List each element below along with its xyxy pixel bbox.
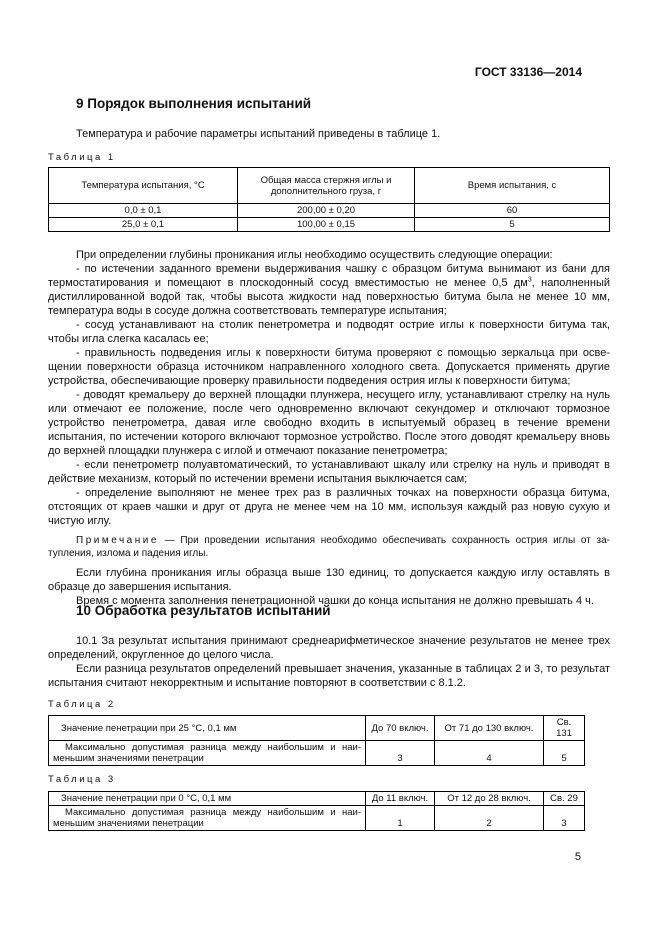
table-cell: 4 [435, 741, 544, 766]
table-cell: Максимально допустимая разница между наибольшим и наименьшим значениями пенетрации [49, 806, 366, 831]
procedure-text [48, 248, 610, 608]
table-cell: Св. 131 [544, 716, 585, 741]
table-cell: 2 [435, 806, 544, 831]
paragraph [48, 262, 610, 318]
table-row [49, 218, 610, 232]
paragraph-text: - по истечении заданного времени выдерживания чашку с образцом битума вынимают из бани для термостатирования и помещают в плоскодонный сосуд вместимостью не менее 0,5 дм [48, 263, 610, 289]
table-cell: 3 [544, 806, 585, 831]
table-cell: 5 [544, 741, 585, 766]
paragraph: Если глубина проникания иглы образца выше 130 единиц, то допускается каждую иглу оставлять в образце до завершения испытания. [48, 567, 610, 593]
table-cell: 1 [366, 806, 435, 831]
section-9-heading: 9 Порядок выполнения испытаний [76, 96, 312, 111]
note [48, 534, 610, 560]
table-row [49, 741, 585, 766]
table-row [49, 204, 610, 218]
table-1-header-time: Время испытания, с [415, 168, 610, 204]
table-1 [48, 167, 610, 232]
table-cell: Значение пенетрации при 0 °С, 0,1 мм [49, 792, 366, 806]
table-cell: От 12 до 28 включ. [435, 792, 544, 806]
page-number: 5 [574, 851, 581, 863]
paragraph: - правильность подведения иглы к поверхности битума проверяют с помощью зеркальца при освещении поверхности образца источником направленного холодного света. Допускается применять другие устройства, обеспечивающие проверку правильности подведения острия иглы к поверхности битума; [48, 347, 610, 387]
paragraph: При определении глубины проникания иглы необходимо осуществить следующие операции: [76, 249, 553, 261]
table-cell: Св. 29 [544, 792, 585, 806]
table-row [49, 716, 585, 741]
table-row [49, 806, 585, 831]
table-1-header-temp: Температура испытания, °С [49, 168, 238, 204]
table-cell: 25,0 ± 0,1 [49, 218, 238, 232]
section-9-intro: Температура и рабочие параметры испытаний приведены в таблице 1. [76, 128, 441, 140]
table-cell: От 71 до 130 включ. [435, 716, 544, 741]
superscript: 3 [527, 276, 532, 284]
table-2 [48, 715, 585, 766]
paragraph: 10.1 За результат испытания принимают среднеарифметическое значение результатов не менее трех определений, округленное до целого числа. [48, 635, 610, 661]
table-cell: 3 [366, 741, 435, 766]
table-cell: 100,00 ± 0,15 [238, 218, 415, 232]
table-cell: 0,0 ± 0,1 [49, 204, 238, 218]
paragraph: - доводят кремальеру до верхней площадки плунжера, несущего иглу, устанавливают стрелку на нуль или отмечают ее положение, после чего одновременно включают секундомер и отключают тормозное устройство пенетрометра, давая игле свободно входить в испытуемый образец в течение времени испытания, по истечении которого включают тормозное устройство. После этого доводят кремальеру вновь до верхней площадки плунжера с иглой и отмечают показание пенетрометра; [48, 389, 610, 457]
paragraph: - если пенетрометр полуавтоматический, то устанавливают шкалу или стрелку на нуль и приводят в действие механизм, который по истечении времени испытания выключается сам; [48, 459, 610, 485]
table-cell: Максимально допустимая разница между наибольшим и наименьшим значениями пенетрации [49, 741, 366, 766]
table-2-caption: Таблица 2 [48, 699, 116, 710]
paragraph: - сосуд устанавливают на столик пенетрометра и подводят острие иглы к поверхности битума так, чтобы игла слегка касалась ее; [48, 319, 610, 345]
paragraph: - определение выполняют не менее трех раз в различных точках на поверхности образца битума, отстоящих от краев чашки и друг от друга не менее чем на 10 мм, используя каждый раз новую сухую и чистую иглу. [48, 487, 610, 527]
table-cell: До 11 включ. [366, 792, 435, 806]
section-10-text [48, 634, 610, 690]
table-1-caption: Таблица 1 [48, 152, 116, 163]
table-cell: 5 [415, 218, 610, 232]
paragraph-text: , наполненный дистиллированной водой так, чтобы высота жидкости над поверхностью битума была не менее 10 мм, температура воды в сосуде должна соответствовать температуре испытания; [48, 277, 610, 317]
table-3-caption: Таблица 3 [48, 774, 116, 785]
table-3 [48, 791, 585, 831]
note-text: — При проведении испытания необходимо обеспечивать сохранность острия иглы от затупления, излома и падения иглы. [48, 535, 610, 559]
section-10-heading: 10 Обработка результатов испытаний [76, 603, 331, 618]
paragraph: Время с момента заполнения пенетрационной чашки до конца испытания не должно превышать 4 ч. [76, 595, 594, 607]
note-label: Примечание [76, 535, 159, 546]
table-cell: 200,00 ± 0,20 [238, 204, 415, 218]
table-row [49, 792, 585, 806]
table-cell: 60 [415, 204, 610, 218]
paragraph: Если разница результатов определений превышает значения, указанные в таблицах 2 и 3, то результат испытания считают некорректным и испытание повторяют в соответствии с 8.1.2. [48, 663, 610, 689]
standard-code: ГОСТ 33136—2014 [474, 65, 582, 79]
table-1-header-mass: Общая масса стержня иглы и дополнительного груза, г [238, 168, 415, 204]
table-cell: До 70 включ. [366, 716, 435, 741]
table-cell: Значение пенетрации при 25 °С, 0,1 мм [49, 716, 366, 741]
